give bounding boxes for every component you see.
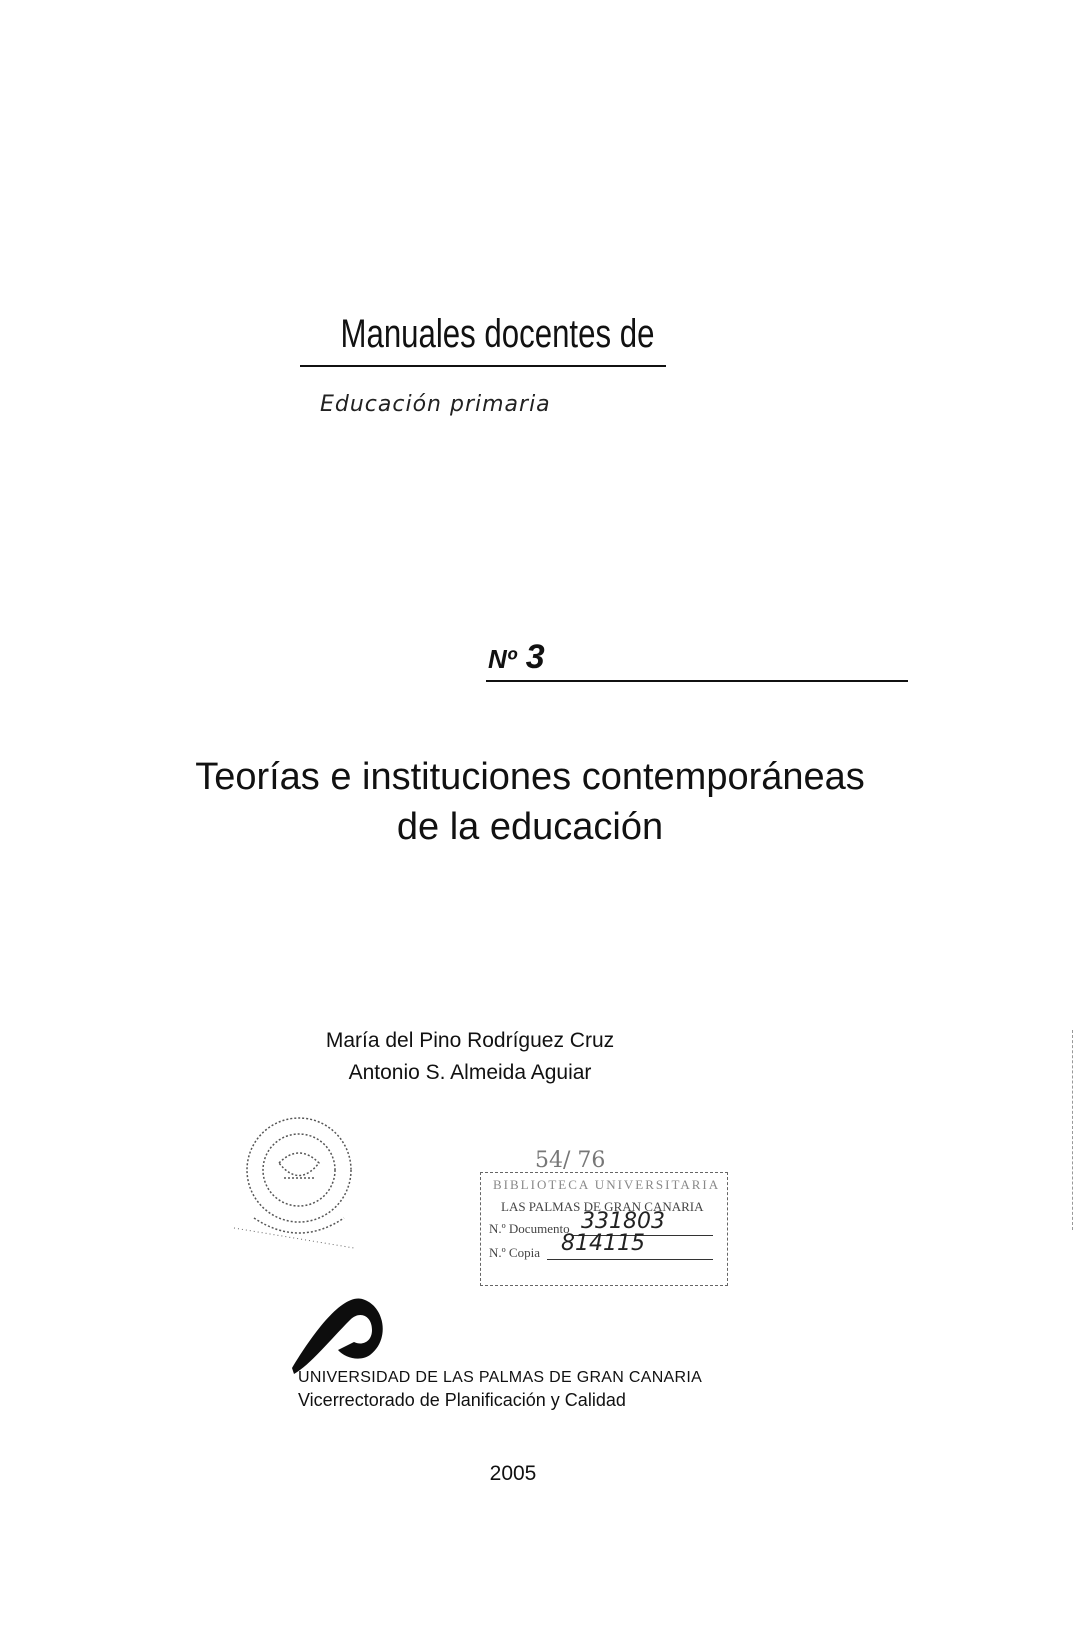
series-divider: [300, 365, 666, 367]
stamp-documento-label: N.º Documento: [489, 1221, 570, 1236]
series-subtitle-handwritten: [320, 392, 660, 442]
stamp-city: LAS PALMAS DE GRAN CANARIA: [501, 1199, 704, 1214]
author-list: [280, 1025, 660, 1089]
book-title-line-2: de la educación: [396, 806, 664, 848]
book-title-line-1: Teorías e instituciones contemporáneas: [195, 756, 865, 798]
scan-edge-mark: [1072, 1030, 1074, 1230]
issue-number: [488, 638, 545, 677]
library-stamp: [480, 1172, 728, 1286]
stamp-copia-label: N.º Copia: [489, 1245, 540, 1260]
issue-number-value: 3: [525, 638, 545, 676]
author-2: Antonio S. Almeida Aguiar: [348, 1061, 592, 1084]
book-title: [110, 752, 950, 852]
institution-block: [298, 1367, 702, 1411]
institution-name: UNIVERSIDAD DE LAS PALMAS DE GRAN CANARIA: [298, 1369, 703, 1386]
seal-stamp-icon: [224, 1108, 374, 1258]
issue-number-divider: [486, 680, 908, 682]
publication-year: 2005: [489, 1462, 537, 1485]
stamp-copia-underline: [547, 1259, 713, 1260]
author-1: María del Pino Rodríguez Cruz: [325, 1029, 615, 1052]
series-subtitle-text: Educación primaria: [320, 392, 551, 417]
series-title: Manuales docentes de: [340, 312, 655, 356]
stamp-handwritten-note: 54/ 76: [535, 1148, 606, 1173]
institution-department: Vicerrectorado de Planificación y Calidad: [298, 1390, 626, 1410]
stamp-documento-value: 331803: [581, 1209, 665, 1234]
stamp-header: BIBLIOTECA UNIVERSITARIA: [493, 1177, 721, 1192]
issue-number-prefix: Nº: [488, 644, 517, 674]
stamp-copia-value: 814115: [561, 1231, 645, 1256]
